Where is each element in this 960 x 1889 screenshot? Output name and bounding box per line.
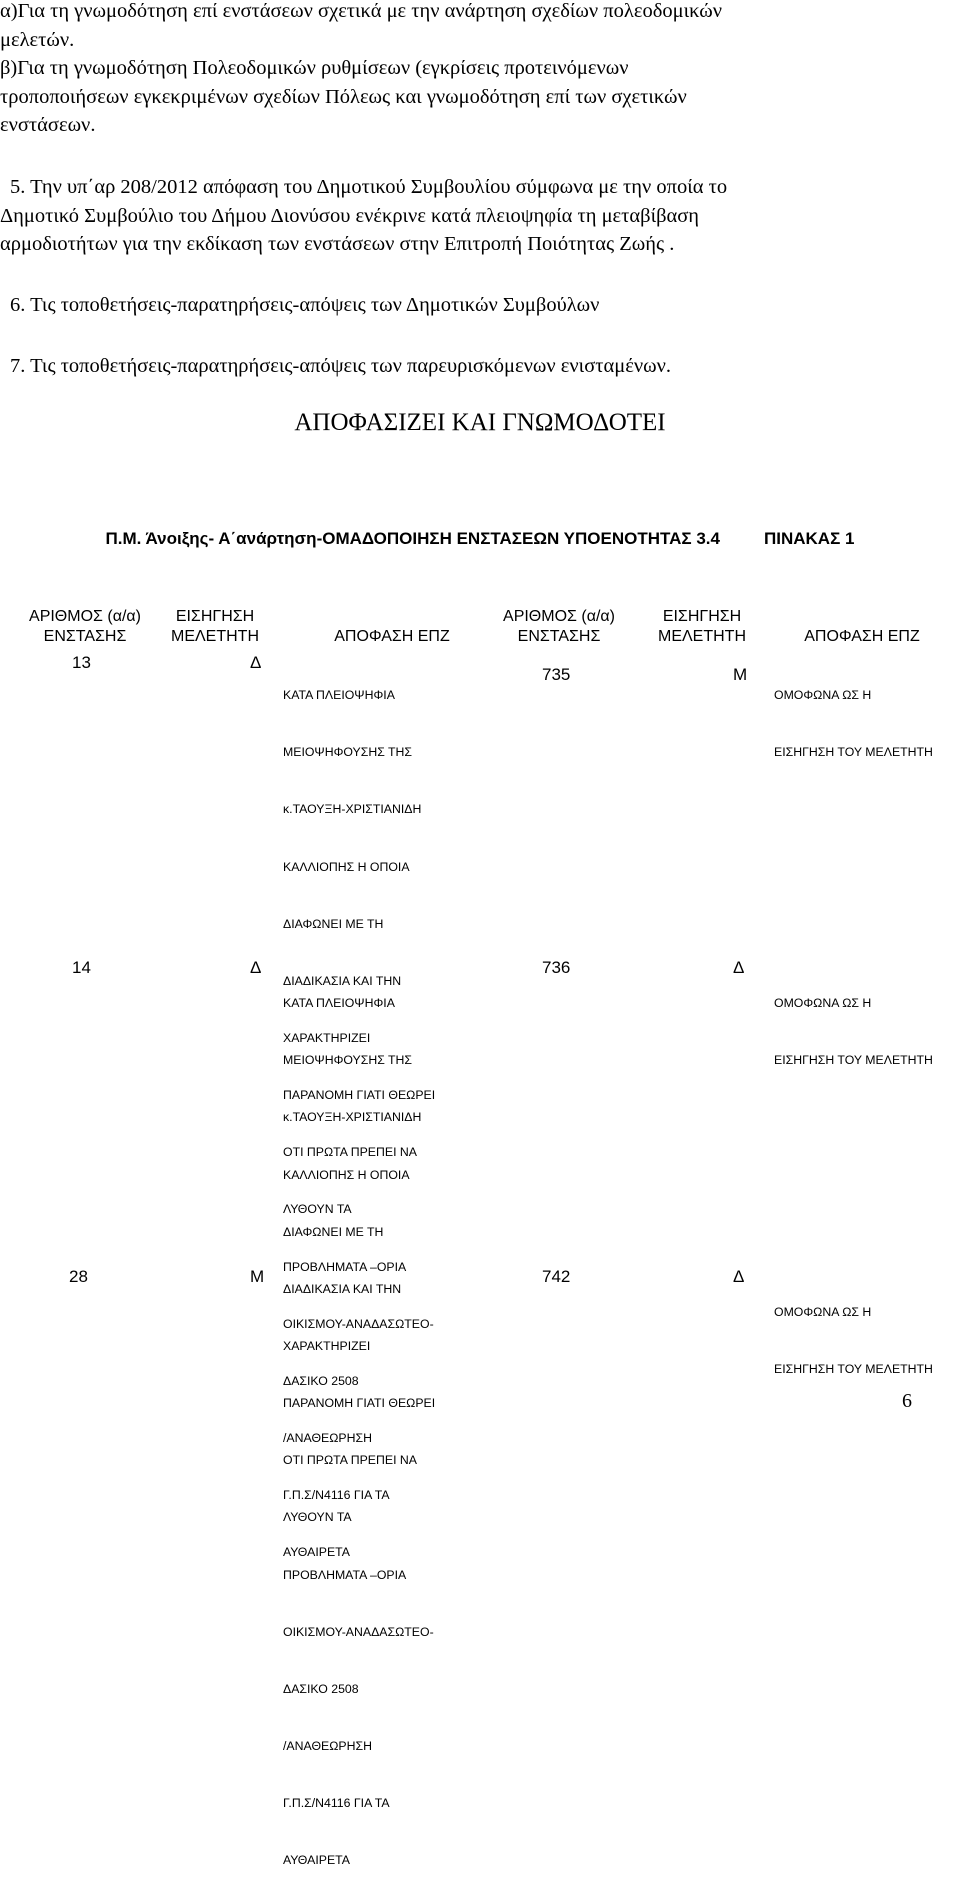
item-6: 6. Τις τοποθετήσεις-παρατηρήσεις-απόψεις των Δημοτικών Συμβούλων: [10, 294, 600, 316]
intro-paragraph: [0, 0, 952, 140]
objection-number: 742: [542, 1267, 571, 1286]
header-objection-number-line1: ΑΡΙΘΜΟΣ (α/α): [29, 608, 141, 625]
decision-heading: ΑΠΟΦΑΣΙΖΕΙ ΚΑΙ ΓΝΩΜΟΔΟΤΕΙ: [294, 409, 666, 436]
item-5-line: Δημοτικό Συμβούλιο του Δήμου Διονύσου ενέκρινε κατά πλειοψηφία τη μεταβίβαση: [0, 204, 700, 227]
objection-number: 14: [72, 958, 91, 977]
epz-decision-text: ΚΑΤΑ ΠΛΕΙΟΨΗΦΙΑ ΜΕΙΟΨΗΦΟΥΣΗΣ ΤΗΣ κ.ΤΑΟΥΞΗ-ΧΡΙΣΤΙΑΝΙΔΗ ΚΑΛΛΙΟΠΗΣ Η ΟΠΟΙΑ ΔΙΑΦΩΝΕΙ ΜΕ ΤΗ ΔΙΑΔΙΚΑΣΙΑ ΚΑΙ ΤΗΝ ΧΑΡΑΚΤΗΡΙΖΕΙ ΠΑΡΑΝΟΜΗ ΓΙΑΤΙ ΘΕΩΡΕΙ ΟΤΙ ΠΡΩΤΑ ΠΡΕΠΕΙ ΝΑ ΛΥΘΟΥΝ ΤΑ ΠΡΟΒΛΗΜΑΤΑ –ΟΡΙΑ ΟΙΚΙΣΜΟΥ-ΑΝΑΔΑΣΩΤΕΟ- ΔΑΣΙΚΟ 2508 /ΑΝΑΘΕΩΡΗΣΗ Γ.Π.Σ/Ν4116 ΓΙΑ ΤΑ ΑΥΘΑΙΡΕΤΑ: [283, 996, 436, 1868]
page-number: 6: [902, 1390, 912, 1412]
header-study-recommendation-line2: ΜΕΛΕΤΗΤΗ: [170, 628, 259, 645]
study-recommendation: Μ: [250, 1267, 265, 1286]
header-study-recommendation: [140, 607, 290, 647]
section-title: [0, 528, 960, 550]
header-study-recommendation-line1: ΕΙΣΗΓΗΣΗ: [175, 608, 255, 625]
intro-line: β)Για τη γνωμοδότηση Πολεοδομικών ρυθμίσεων (εγκρίσεις προτεινόμενων: [0, 57, 629, 79]
header-objection-number-right: [484, 607, 634, 647]
intro-line: τροποποιήσεων εγκεκριμένων σχεδίων Πόλεως και γνωμοδότηση επί των σχετικών: [0, 85, 687, 108]
header-study-recommendation-right: [627, 607, 777, 647]
intro-line: ενστάσεων.: [0, 114, 96, 136]
header-objection-number-right-line1: ΑΡΙΘΜΟΣ (α/α): [503, 608, 615, 625]
study-recommendation: Μ: [733, 665, 748, 684]
intro-line: μελετών.: [0, 28, 75, 51]
header-epz-decision: ΑΠΟΦΑΣΗ ΕΠΖ: [334, 628, 450, 645]
item-5-line: αρμοδιοτήτων για την εκδίκαση των ενστάσεων στην Επιτροπή Ποιότητας Ζωής .: [0, 233, 675, 255]
study-recommendation: Δ: [250, 958, 262, 977]
epz-decision-text: ΚΑΤΑ ΠΛΕΙΟΨΗΦΙΑ ΜΕΙΟΨΗΦΟΥΣΗΣ ΤΗΣ κ.ΤΑΟΥΞΗ-ΧΡΙΣΤΙΑΝΙΔΗ ΚΑΛΛΙΟΠΗΣ Η ΟΠΟΙΑ ΔΙΑΦΩΝΕΙ ΜΕ ΤΗ ΔΙΑΔΙΚΑΣΙΑ ΚΑΙ ΤΗΝ ΧΑΡΑΚΤΗΡΙΖΕΙ ΠΑΡΑΝΟΜΗ ΓΙΑΤΙ ΘΕΩΡΕΙ ΟΤΙ ΠΡΩΤΑ ΠΡΕΠΕΙ ΝΑ ΛΥΘΟΥΝ ΤΑ ΠΡΟΒΛΗΜΑΤΑ –ΟΡΙΑ ΟΙΚΙΣΜΟΥ-ΑΝΑΔΑΣΩΤΕΟ- ΔΑΣΙΚΟ 2508 /ΑΝΑΘΕΩΡΗΣΗ Γ.Π.Σ/Ν4116 ΓΙΑ ΤΑ ΑΥΘΑΙΡΕΤΑ: [283, 688, 436, 1560]
epz-decision-text: ΟΜΟΦΩΝΑ ΩΣ Η ΕΙΣΗΓΗΣΗ ΤΟΥ ΜΕΛΕΤΗΤΗ: [774, 996, 933, 1068]
header-objection-number-line2: ΕΝΣΤΑΣΗΣ: [43, 628, 127, 645]
header-epz-decision-right: ΑΠΟΦΑΣΗ ΕΠΖ: [804, 628, 920, 645]
section-title-table: ΠΙΝΑΚΑΣ 1: [763, 529, 855, 548]
epz-decision-text: ΟΜΟΦΩΝΑ ΩΣ Η ΕΙΣΗΓΗΣΗ ΤΟΥ ΜΕΛΕΤΗΤΗ: [774, 1305, 933, 1377]
item-7: 7. Τις τοποθετήσεις-παρατηρήσεις-απόψεις των παρευρισκόμενων ενισταμένων.: [10, 355, 671, 377]
header-objection-number-right-line2: ΕΝΣΤΑΣΗΣ: [517, 628, 601, 645]
study-recommendation: Δ: [250, 653, 262, 672]
intro-line: α)Για τη γνωμοδότηση επί ενστάσεων σχετικά με την ανάρτηση σχεδίων πολεοδομικών: [0, 0, 723, 22]
epz-decision-text: ΟΜΟΦΩΝΑ ΩΣ Η ΕΙΣΗΓΗΣΗ ΤΟΥ ΜΕΛΕΤΗΤΗ: [774, 688, 933, 760]
objection-number: 735: [542, 665, 571, 684]
header-study-recommendation-right-line1: ΕΙΣΗΓΗΣΗ: [662, 608, 742, 625]
objection-number: 28: [69, 1267, 88, 1286]
objection-number: 13: [72, 653, 91, 672]
header-study-recommendation-right-line2: ΜΕΛΕΤΗΤΗ: [657, 628, 746, 645]
item-5-paragraph: [0, 173, 960, 259]
header-objection-number: [10, 607, 160, 647]
item-5-line: 5. Την υπ΄αρ 208/2012 απόφαση του Δημοτικού Συμβουλίου σύμφωνα με την οποία το: [10, 176, 728, 198]
study-recommendation: Δ: [733, 1267, 745, 1286]
section-title-main: Π.Μ. Άνοιξης- Α΄ανάρτηση-ΟΜΑΔΟΠΟΙΗΣΗ ΕΝΣΤΑΣΕΩΝ ΥΠΟΕΝΟΤΗΤΑΣ 3.4: [105, 529, 720, 548]
objection-number: 736: [542, 958, 571, 977]
study-recommendation: Δ: [733, 958, 745, 977]
